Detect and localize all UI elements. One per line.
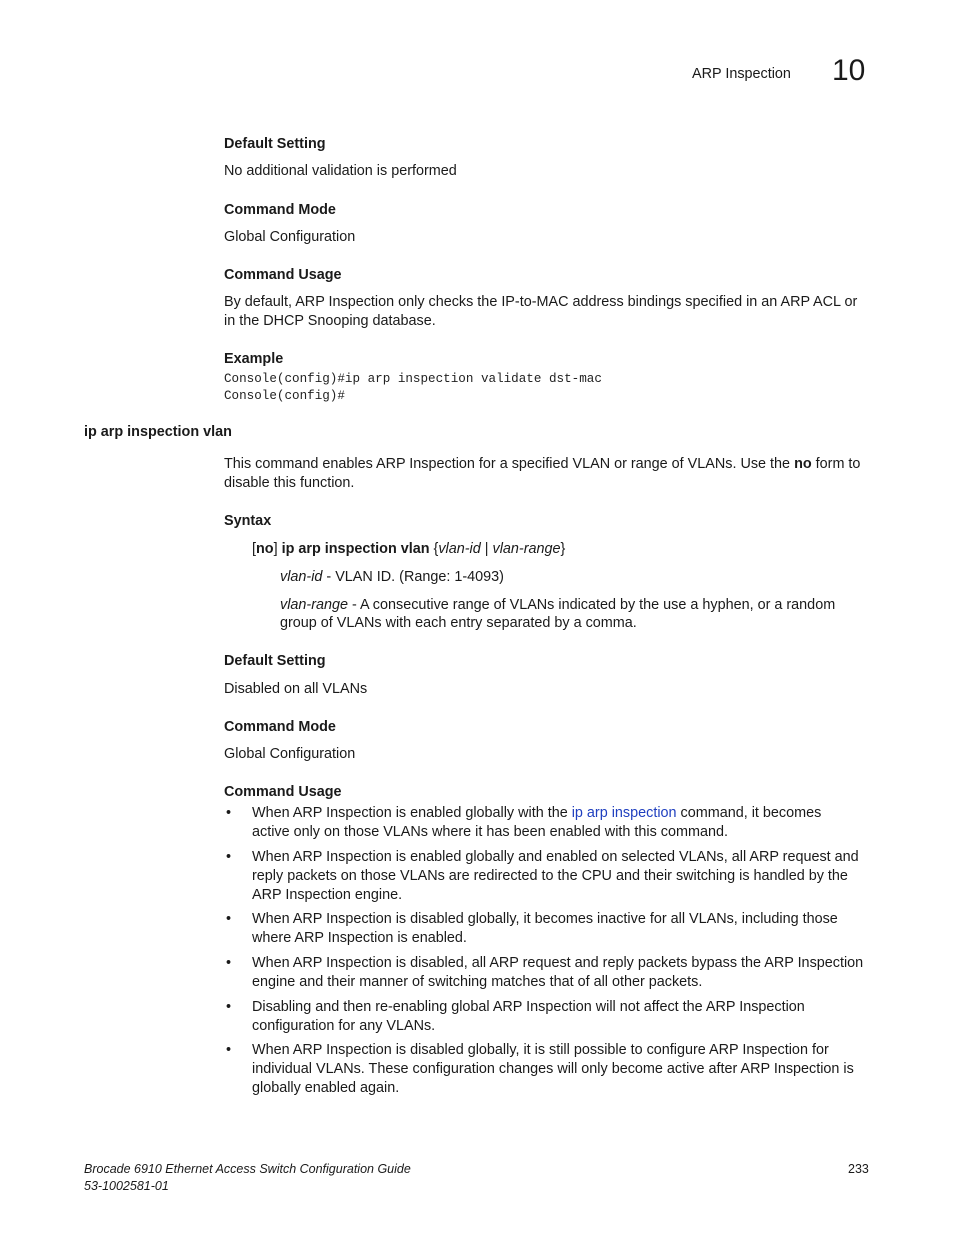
footer-guide-title: Brocade 6910 Ethernet Access Switch Configuration Guide: [84, 1162, 411, 1176]
command-mode-text: Global Configuration: [224, 746, 356, 762]
bullet-icon: •: [226, 805, 232, 821]
list-item: Disabling and then re-enabling global ARP Inspection will not affect the ARP Inspection: [252, 999, 805, 1015]
command-mode-heading: Command Mode: [224, 719, 336, 735]
keyword-no: no: [794, 456, 812, 472]
default-setting-text: No additional validation is performed: [224, 163, 457, 179]
list-item-line: where ARP Inspection is enabled.: [252, 930, 467, 946]
default-setting-heading: Default Setting: [224, 136, 326, 152]
bullet-icon: •: [226, 1042, 232, 1058]
list-item: When ARP Inspection is enabled globally and enabled on selected VLANs, all ARP request and: [252, 849, 859, 865]
bullet-icon: •: [226, 911, 232, 927]
example-heading: Example: [224, 351, 284, 367]
link-ip-arp-inspection[interactable]: ip arp inspection: [571, 805, 677, 821]
footer-doc-number: 53-1002581-01: [84, 1179, 169, 1193]
section-title: ip arp inspection vlan: [84, 424, 232, 440]
parameter-vlan-id: vlan-id - VLAN ID. (Range: 1-4093): [280, 569, 504, 585]
parameter-vlan-range: group of VLANs with each entry separated by a comma.: [280, 615, 637, 631]
list-item-line: individual VLANs. These configuration changes will only become active after ARP Inspection is: [252, 1061, 854, 1077]
list-item-line: active only on those VLANs where it has been enabled with this command.: [252, 824, 728, 840]
default-setting-heading: Default Setting: [224, 653, 326, 669]
command-usage-heading: Command Usage: [224, 267, 342, 283]
list-item-line: ARP Inspection engine.: [252, 887, 403, 903]
syntax-line: [no] ip arp inspection vlan {vlan-id | vlan-range}: [252, 541, 566, 557]
description-line: disable this function.: [224, 475, 355, 491]
command-usage-heading: Command Usage: [224, 784, 342, 800]
bullet-icon: •: [226, 999, 232, 1015]
command-usage-line: in the DHCP Snooping database.: [224, 313, 436, 329]
list-item-line: globally enabled again.: [252, 1080, 400, 1096]
syntax-heading: Syntax: [224, 513, 272, 529]
default-setting-text: Disabled on all VLANs: [224, 681, 368, 697]
command-usage-line: By default, ARP Inspection only checks the IP-to-MAC address bindings specified in an ARP ACL or: [224, 294, 858, 310]
list-item: When ARP Inspection is disabled globally, it becomes inactive for all VLANs, including those: [252, 911, 838, 927]
page-number: 233: [848, 1162, 869, 1176]
command-mode-text: Global Configuration: [224, 229, 356, 245]
list-item: When ARP Inspection is disabled, all ARP request and reply packets bypass the ARP Inspection: [252, 955, 864, 971]
bullet-icon: •: [226, 849, 232, 865]
command-mode-heading: Command Mode: [224, 202, 336, 218]
list-item-line: configuration for any VLANs.: [252, 1018, 436, 1034]
list-item-line: reply packets on those VLANs are redirected to the CPU and their switching is handled by the: [252, 868, 848, 884]
list-item: When ARP Inspection is enabled globally with the ip arp inspection command, it becomes: [252, 805, 822, 821]
list-item: When ARP Inspection is disabled globally, it is still possible to configure ARP Inspection for: [252, 1042, 829, 1058]
bullet-icon: •: [226, 955, 232, 971]
code-line: Console(config)#: [224, 389, 345, 403]
chapter-number: 10: [832, 54, 866, 87]
list-item-line: engine and their manner of switching matches that of all other packets.: [252, 974, 703, 990]
parameter-vlan-range: vlan-range - A consecutive range of VLANs indicated by the use a hyphen, or a random: [280, 597, 836, 613]
chapter-title: ARP Inspection: [692, 66, 791, 82]
code-line: Console(config)#ip arp inspection validate dst-mac: [224, 372, 602, 386]
description-line: This command enables ARP Inspection for a specified VLAN or range of VLANs. Use the no form to: [224, 456, 861, 472]
